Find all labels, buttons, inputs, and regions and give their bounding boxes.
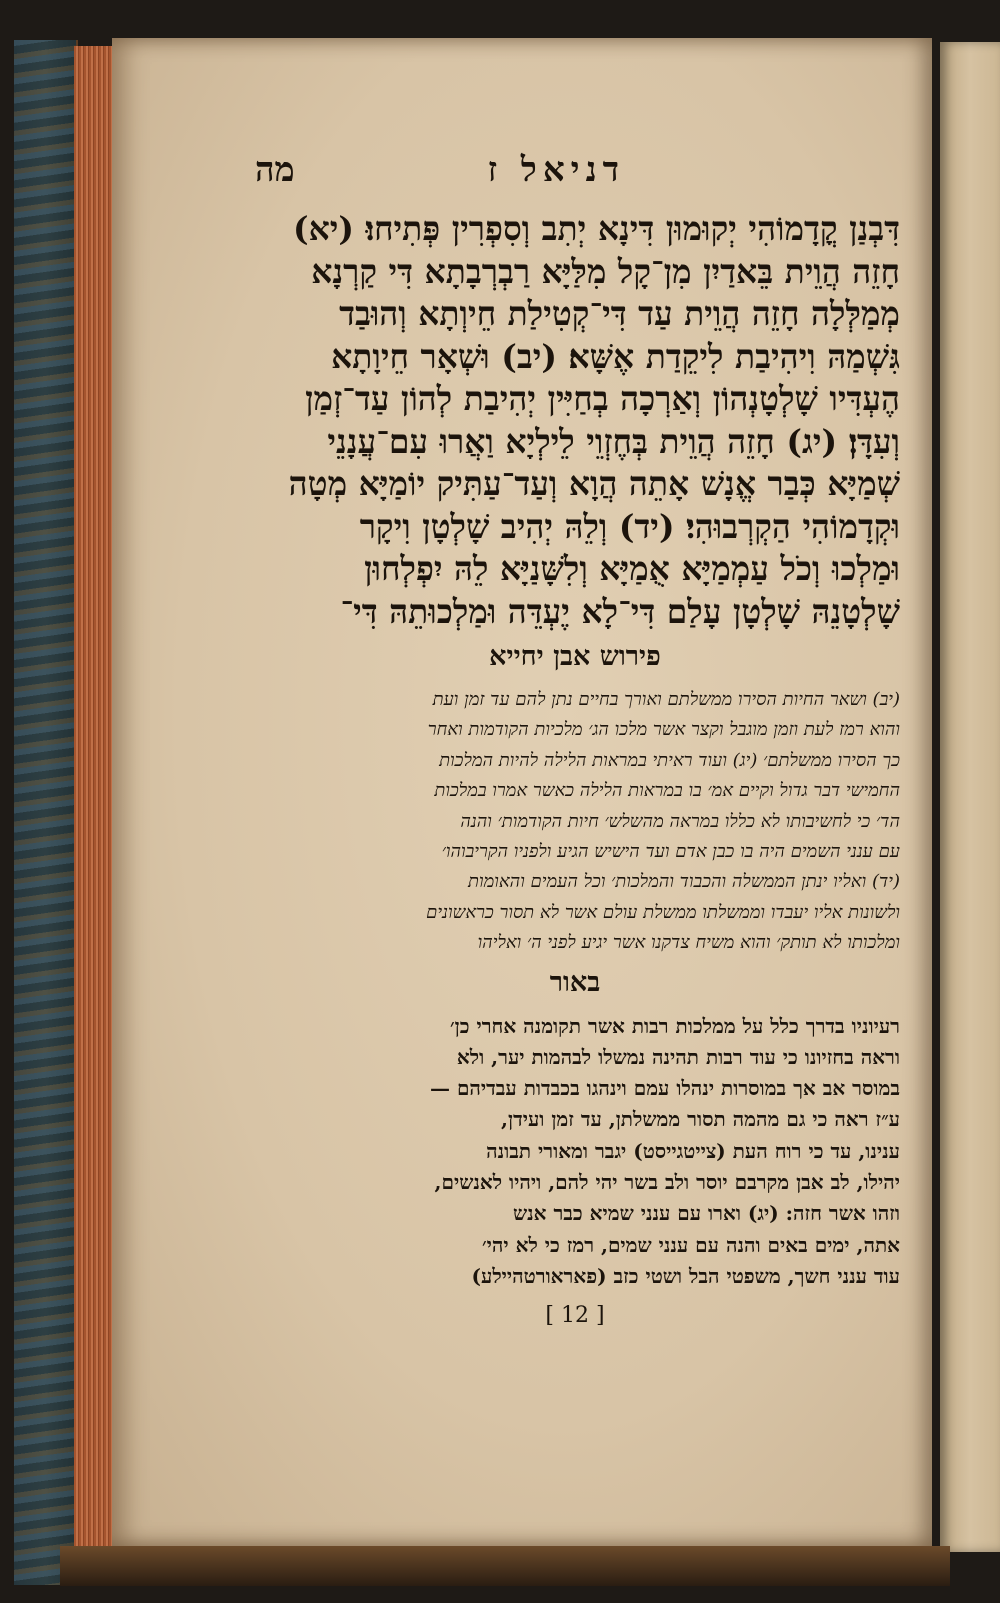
facing-page-edge [940, 42, 1000, 1552]
scripture-line: וְעִדָּן׃ (יג) חָזֵה הֲוֵית בְּחֶזְוֵי לֵילְיָא וַאֲרוּ עִם־עֲנָנֵי [327, 421, 900, 461]
biur-line: יהילו, לב אבן מקרבם יוסר ולב בשר יהי להם, ויהיו לאנשים, [434, 1170, 900, 1194]
commentary-line: עם ענני השמים היה בו כבן אדם ועד הישיש הגיע ולפניו הקריבוהו׳ [441, 840, 900, 862]
scripture-line: מְמַלְּלָה חָזֵה הֲוֵית עַד דִּי־קְטִילַת חֵיוְתָא וְהוּבַד [339, 294, 900, 333]
biur-line: וראה בחזיונו כי עוד רבות תהינה נמשלו לבהמות יער, ולא [456, 1044, 900, 1069]
biur-line: עוד ענני חשך, משפטי הבל ושטי כזב (פאראורטהיילע) [471, 1263, 900, 1288]
page-text-block [250, 140, 900, 1334]
running-title: דניאל ז [487, 150, 625, 190]
scripture-line: שָׁלְטָנֵהּ שָׁלְטָן עָלַם דִּי־לָא יֶעְדֵּה וּמַלְכוּתֵהּ דִּי־ [340, 591, 900, 631]
commentary-line: הד׳ כי לחשיבותו לא כללו במראה מהשלש׳ חיות הקודמות׳ והנה [460, 810, 900, 832]
biur-line: אתה, ימים באים והנה עם ענני שמים, רמז כי לא יהי׳ [482, 1232, 900, 1257]
biur-line: ענינו, עד כי רוח העת (צייטגייסט) יגבר ומאורי תבונה [486, 1138, 900, 1163]
biur-heading: באור [549, 966, 601, 998]
scripture-line: דִּבְנַן קֳדָמוֹהִי יְקוּמוּן דִּינָא יְתִב וְסִפְרִין פְּתִיחוּ׃ (יא) [292, 209, 900, 248]
biur-line: וזהו אשר חזה: (יג) וארו עם ענני שמיא כבר אנש [513, 1201, 900, 1226]
commentary-line: החמישי דבר גדול וקיים אמ׳ בו במראות הלילה כאשר אמרו במלכות [434, 780, 900, 802]
scripture-line: וּמַלְכוּ וְכֹל עַמְמַיָּא אֻמַיָּא וְלִשָּׁנַיָּא לֵהּ יִפְלְחוּן [364, 549, 900, 588]
scripture-line: חָזֵה הֲוֵית בֵּאדַיִן מִן־קָל מִלַּיָּא רַבְרְבָתָא דִּי קַרְנָא [311, 251, 900, 291]
biur-text [250, 1011, 900, 1293]
page-number: מה [255, 150, 295, 190]
commentary-text [250, 685, 900, 959]
commentary-line: והוא רמז לעת וזמן מוגבל וקצר אשר מלכו הג׳ מלכיות הקודמות ואחר [427, 719, 900, 741]
biur-line: במוסר אב אך במוסרות ינהלו עמם וינהגו בכבדות עבדיהם — [429, 1076, 900, 1101]
biur-line: רעיוניו בדרך כלל על ממלכות רבות אשר תקומנה אחרי כן׳ [450, 1013, 900, 1038]
marbled-cover [14, 40, 78, 1585]
signature-mark: [ 12 ] [545, 1303, 605, 1329]
scripture-line: הֶעְדִּיו שָׁלְטָנְהוֹן וְאַרְכָה בְחַיִּין יְהִיבַת לְהוֹן עַד־זְמַן [305, 379, 900, 418]
commentary-heading: פירוש אבן יחייא [489, 641, 661, 672]
commentary-line: (יב) ושאר החיות הסירו ממשלתם ואורך בחיים נתן להם עד זמן ועת [432, 689, 900, 710]
scripture-line: וּקְדָמוֹהִי הַקְרְבוּהִי׃ (יד) וְלֵהּ יְהִיב שָׁלְטָן וִיקָר [359, 506, 900, 546]
scripture-text [250, 208, 900, 633]
scripture-line: גִּשְׁמַהּ וִיהִיבַת לִיקֵדַת אֶשָּׁא׃ (יב) וּשְׁאָר חֵיוָתָא [331, 336, 900, 376]
book-bottom-edge [60, 1546, 950, 1586]
running-header [250, 140, 900, 204]
scripture-line: שְׁמַיָּא כְּבַר אֱנָשׁ אָתֵה הֲוָא וְעַד־עַתִּיק יוֹמַיָּא מְטָה [288, 464, 900, 503]
commentary-line: ולשונות אליו יעבדו וממשלתו ממשלת עולם אשר לא תסור כראשונים [426, 901, 900, 923]
commentary-line: ומלכותו לא תותק׳ והוא משיח צדקנו אשר יגיע לפני ה׳ ואליהו [477, 932, 900, 954]
commentary-line: (יד) ואליו ינתן הממשלה והכבוד והמלכות׳ וכל העמים והאומות [467, 871, 900, 893]
commentary-line: כך הסירו ממשלתם׳ (יג) ועוד ראיתי במראות הלילה להיות המלכות [439, 749, 900, 771]
biur-line: ע״ז ראה כי גם מהמה תסור ממשלתן, עד זמן ועידן, [501, 1107, 900, 1132]
